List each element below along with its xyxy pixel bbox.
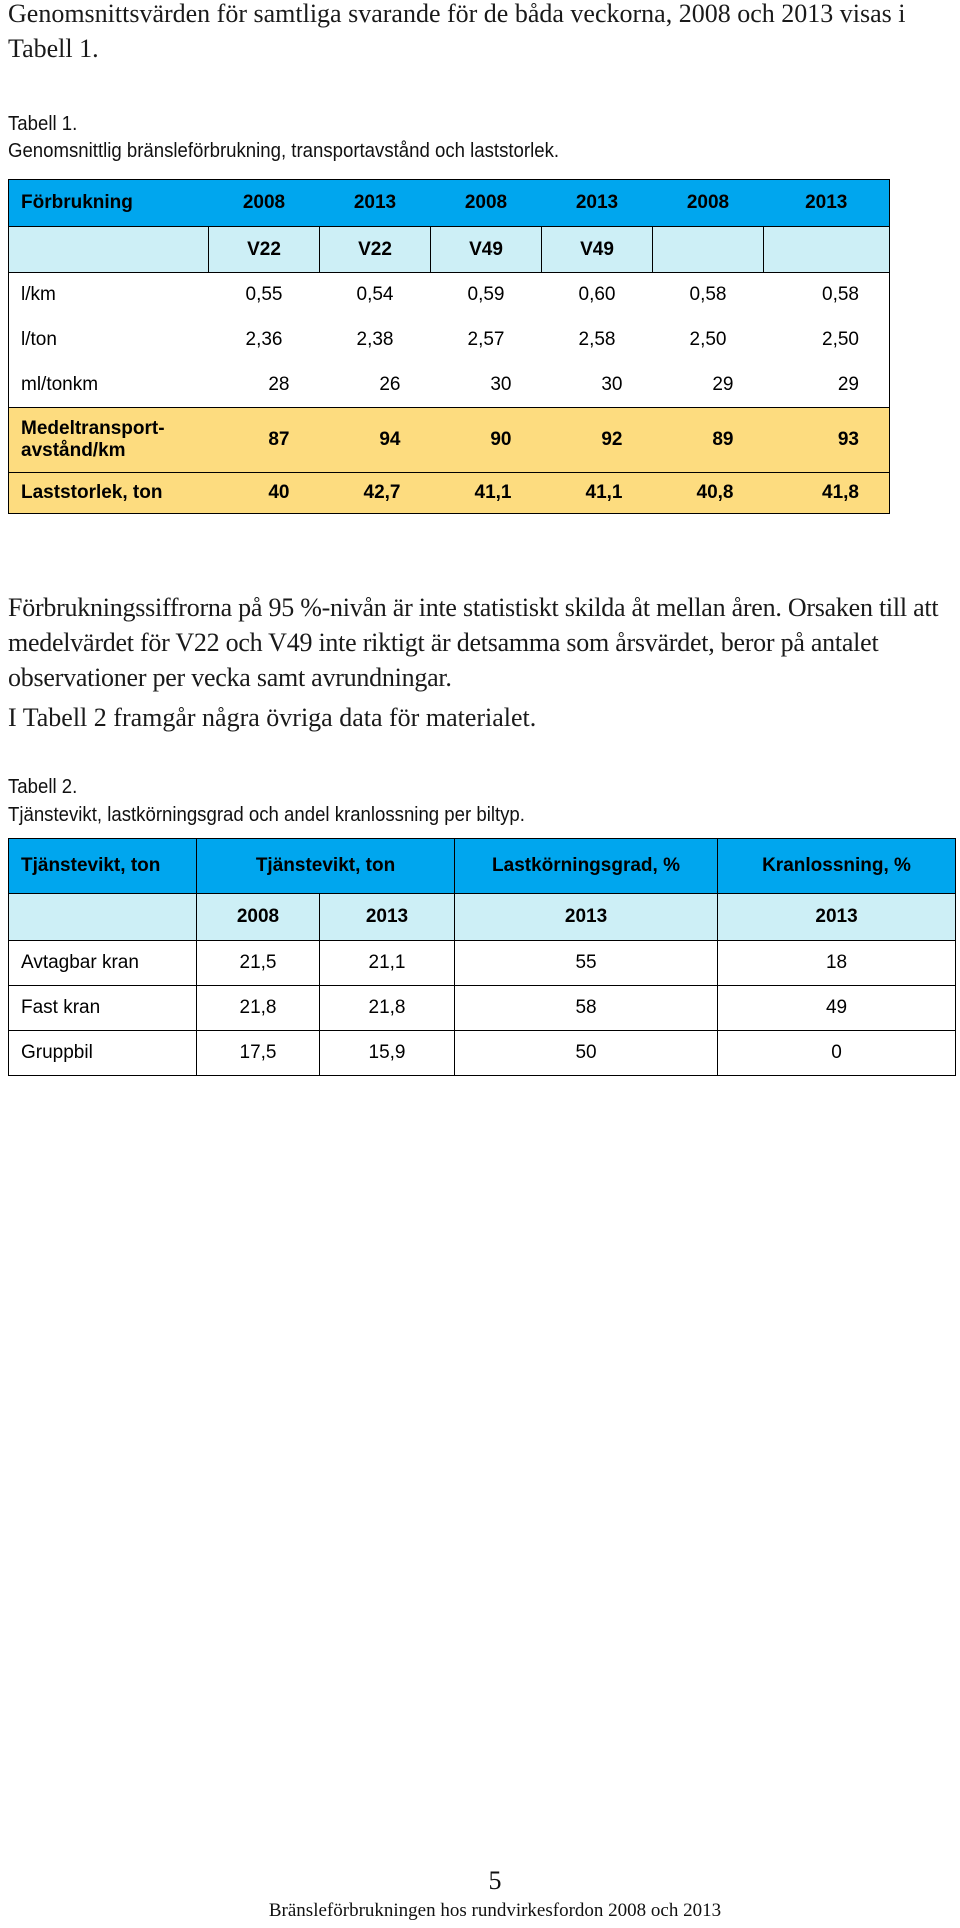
table2-caption-text: Tjänstevikt, lastkörningsgrad och andel kranlossning per biltyp. — [8, 804, 525, 826]
table2-cell: 18 — [718, 941, 956, 986]
table1-cell: 89 — [653, 408, 764, 473]
table1-cell: 90 — [431, 408, 542, 473]
table1-cell: 94 — [320, 408, 431, 473]
table1-header-cell: 2008 — [686, 192, 730, 213]
table2-header-row — [9, 839, 956, 894]
table2-cell: 58 — [455, 986, 718, 1031]
table1-caption-title: Tabell 1. — [8, 113, 78, 135]
table1-row-label: Laststorlek, ton — [9, 473, 209, 514]
table1-cell: 93 — [764, 408, 890, 473]
table1-row-label: l/km — [21, 284, 56, 306]
table1-header-cell: 2013 — [353, 192, 397, 213]
table2-cell: 21,8 — [197, 986, 320, 1031]
table1-highlight-row — [9, 473, 890, 514]
table2-cell: 0 — [718, 1031, 956, 1076]
table1-cell: 0,55 — [245, 284, 283, 306]
table1-subheader-cell: V49 — [431, 227, 542, 273]
table1-cell: 92 — [542, 408, 653, 473]
table1-cell: 40,8 — [653, 473, 764, 514]
table1-cell: 0,58 — [689, 284, 727, 306]
table1-cell: 2,50 — [689, 329, 727, 350]
table2-row-label: Gruppbil — [9, 1031, 197, 1076]
table2-header-cell: Tjänstevikt, ton — [197, 839, 455, 894]
table2-subheader-cell: 2013 — [718, 894, 956, 941]
table-row — [9, 1031, 956, 1076]
table2-cell: 17,5 — [197, 1031, 320, 1076]
table1-header-cell: 2013 — [575, 192, 619, 213]
table-row — [9, 986, 956, 1031]
table1-subheader-cell — [653, 227, 764, 273]
table1-cell: 87 — [209, 408, 320, 473]
table2-cell: 55 — [455, 941, 718, 986]
table1-caption-text: Genomsnittlig bränsleförbrukning, transportavstånd och laststorlek. — [8, 140, 560, 162]
table-row — [9, 363, 890, 408]
table1-cell: 2,36 — [245, 329, 283, 350]
table1-row-label: Medeltransport- avstånd/km — [9, 408, 209, 473]
table1-header-cell: 2008 — [464, 192, 508, 213]
table1-subheader-cell: V49 — [542, 227, 653, 273]
table1-cell: 42,7 — [320, 473, 431, 514]
table2-caption-title: Tabell 2. — [8, 776, 78, 798]
table1-cell: 0,60 — [578, 284, 616, 306]
table1-cell: 28 — [268, 373, 290, 395]
table2-cell: 49 — [718, 986, 956, 1031]
table2-cell: 21,5 — [197, 941, 320, 986]
table1-cell: 40 — [209, 473, 320, 514]
table1-cell: 2,50 — [822, 329, 859, 350]
table1-header-row — [9, 180, 890, 227]
table1-subheader-cell: V22 — [320, 227, 431, 273]
table1-row-label: ml/tonkm — [21, 373, 99, 395]
table2-subheader-cell: 2013 — [455, 894, 718, 941]
table2-row-label: Fast kran — [9, 986, 197, 1031]
table2-cell: 21,1 — [320, 941, 455, 986]
table2-cell: 15,9 — [320, 1031, 455, 1076]
table2-subheader-cell: 2013 — [320, 894, 455, 941]
table-row — [9, 941, 956, 986]
table-2 — [8, 838, 956, 1076]
table1-subheader-cell: V22 — [209, 227, 320, 273]
table1-cell: 0,58 — [822, 284, 859, 306]
table1-cell: 41,1 — [542, 473, 653, 514]
table1-subheader-cell — [9, 227, 209, 273]
table1-header-cell: 2013 — [805, 192, 848, 213]
table1-cell: 2,58 — [578, 329, 616, 350]
page-number: 5 — [488, 1866, 502, 1895]
table1-cell: 41,8 — [764, 473, 890, 514]
table1-highlight-row — [9, 408, 890, 473]
table1-cell: 2,57 — [467, 329, 505, 350]
table2-subheader-cell — [9, 894, 197, 941]
table1-subheader-cell — [764, 227, 890, 273]
body-paragraph-2: I Tabell 2 framgår några övriga data för materialet. — [8, 703, 537, 732]
table2-subheader-row — [9, 894, 956, 941]
table2-row-label: Avtagbar kran — [9, 941, 197, 986]
table1-header-cell: 2008 — [242, 192, 286, 213]
table2-header-cell: Lastkörningsgrad, % — [455, 839, 718, 894]
table1-row-label: l/ton — [21, 329, 57, 350]
table2-header-cell: Kranlossning, % — [718, 839, 956, 894]
table-row — [9, 273, 890, 318]
table2-header-cell: Tjänstevikt, ton — [9, 839, 197, 894]
body-paragraph: Förbrukningssiffrorna på 95 %-nivån är inte statistiskt skilda åt mellan åren. Orsaken till att medelvärdet för V22 och V49 inte riktigt är detsamma som årsvärdet, beror på antalet observationer per vecka samt avrundningar. — [8, 593, 939, 692]
table1-cell: 0,54 — [356, 284, 394, 306]
table1-cell: 0,59 — [467, 284, 505, 306]
table1-cell: 30 — [490, 373, 512, 395]
table1-cell: 2,38 — [356, 329, 394, 350]
table1-cell: 29 — [712, 373, 734, 395]
table1-cell: 26 — [379, 373, 401, 395]
table1-cell: 30 — [601, 373, 623, 395]
table1-cell: 29 — [837, 373, 859, 395]
table1-header-cell: Förbrukning — [21, 192, 133, 213]
table2-cell: 21,8 — [320, 986, 455, 1031]
intro-paragraph: Genomsnittsvärden för samtliga svarande för de båda veckorna, 2008 och 2013 visas i Tabell 1. — [8, 0, 906, 63]
table2-cell: 50 — [455, 1031, 718, 1076]
table1-subheader-row — [9, 227, 890, 273]
table-1 — [8, 179, 890, 514]
table-row — [9, 318, 890, 363]
table2-subheader-cell: 2008 — [197, 894, 320, 941]
table1-cell: 41,1 — [431, 473, 542, 514]
footer-title: Bränsleförbrukningen hos rundvirkesfordon 2008 och 2013 — [268, 1900, 722, 1921]
